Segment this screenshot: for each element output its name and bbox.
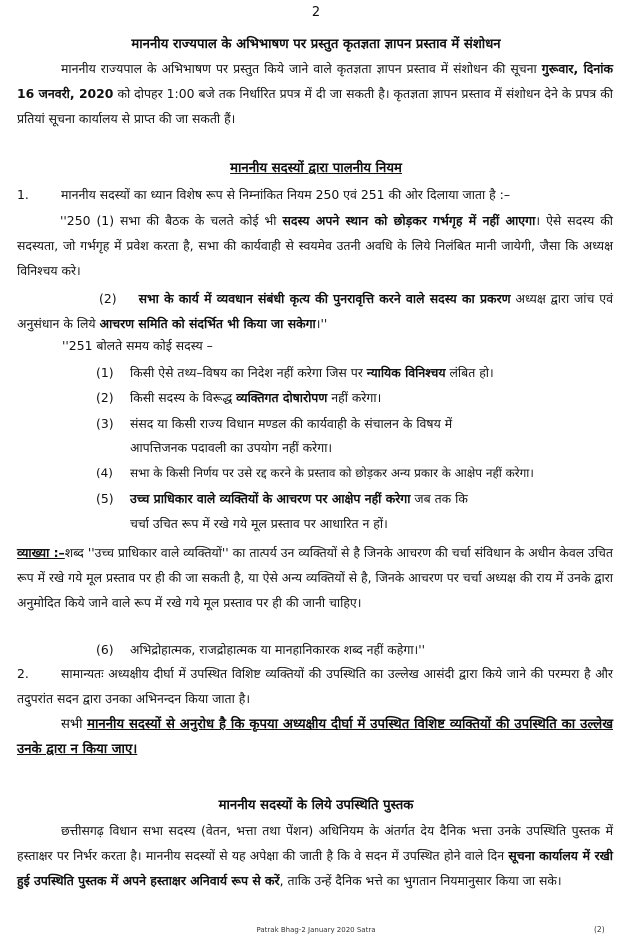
rule-250-1: ''250 (1) सभा की बैठक के चलते कोई भी सदस्य अपने स्थान को छोड़कर गर्भगृह में नहीं आएगा। ऐसे सदस्य की सदस्यता, जो गर्भगृह में प्रवेश करता है, सभा की कार्यवाही से स्वयमेव उतनी अवधि के लिये निलंबित मानी जायेगी, जैसा कि अध्यक्ष विनिश्चय करे। xyxy=(17,213,613,278)
section-title-amendment: माननीय राज्यपाल के अभिभाषण पर प्रस्तुत कृतज्ञता ज्ञापन प्रस्ताव में संशोधन xyxy=(131,37,501,52)
footer-text: Patrak Bhag-2 January 2020 Satra xyxy=(256,926,376,934)
request-paragraph: सभी माननीय सदस्यों से अनुरोध है कि कृपया अध्यक्षीय दीर्घा में उपस्थित विशिष्ट व्यक्तियों की उपस्थिति का उल्लेख उनके द्वारा न किया जाए। xyxy=(17,717,613,757)
amendment-paragraph: माननीय राज्यपाल के अभिभाषण पर प्रस्तुत किये जाने वाले कृतज्ञता ज्ञापन प्रस्ताव में संशोधन की सूचना गुरूवार, दिनांक 16 जनवरी, 2020 को दोपहर 1:00 बजे तक निर्धारित प्रपत्र में दी जा सकती है। कृतज्ञता ज्ञापन प्रस्ताव में संशोधन देने के प्रपत्र की प्रतियां सूचना कार्यालय से प्राप्त की जा सकती हैं। xyxy=(17,61,613,126)
list-item: (2) किसी सदस्य के विरूद्ध व्यक्तिगत दोषारोपण नहीं करेगा। xyxy=(96,390,382,405)
footer-page-number: (2) xyxy=(594,925,605,934)
list-item: (1) किसी ऐसे तथ्य–विषय का निदेश नहीं करेगा जिस पर न्यायिक विनिश्चय लंबित हो। xyxy=(96,365,494,380)
section-title-rules: माननीय सदस्यों द्वारा पालनीय नियम xyxy=(230,161,402,176)
rule-251-intro: ''251 बोलते समय कोई सदस्य – xyxy=(62,338,213,353)
list-item: (6) अभिद्रोहात्मक, राजद्रोहात्मक या मानहानिकारक शब्द नहीं कहेगा।'' xyxy=(96,642,426,657)
explanation-label: व्याख्या :– xyxy=(17,545,65,560)
section-title-attendance: माननीय सदस्यों के लिये उपस्थिति पुस्तक xyxy=(218,798,414,813)
explanation-paragraph: व्याख्या :–शब्द ''उच्च प्राधिकार वाले व्यक्तियों'' का तात्पर्य उन व्यक्तियों से है जिनके आचरण की चर्चा संविधान के अधीन केवल उचित रूप में रखे गये मूल प्रस्ताव पर ही की जा सकती है, या ऐसे अन्य व्यक्तियों से है, जिनके आचरण पर चर्चा अध्यक्ष की राय में उनके द्वारा अनुमोदित किये जाने वाले रूप में रखे गये मूल प्रस्ताव पर ही की जानी चाहिए। xyxy=(17,545,613,610)
rule-item-1 xyxy=(17,185,511,205)
list-item-continuation: चर्चा उचित रूप में रखे गये मूल प्रस्ताव पर आधारित न हों। xyxy=(130,516,388,531)
list-item: (4) सभा के किसी निर्णय पर उसे रद्द करने के प्रस्ताव को छोड़कर अन्य प्रकार के आक्षेप नहीं करेगा। xyxy=(96,466,534,480)
list-item: (5) उच्च प्राधिकार वाले व्यक्तियों के आचरण पर आक्षेप नहीं करेगा जब तक कि xyxy=(96,491,468,506)
rule-250-2: (2) सभा के कार्य में व्यवधान संबंधी कृत्य की पुनरावृत्ति करने वाले सदस्य का प्रकरण अध्यक्ष द्वारा जांच एवं अनुसंधान के लिये आचरण समिति को संदर्भित भी किया जा सकेगा।'' xyxy=(17,291,614,331)
list-item-continuation: आपत्तिजनक पदावली का उपयोग नहीं करेगा। xyxy=(130,440,333,455)
list-item: (3) संसद या किसी राज्य विधान मण्डल की कार्यवाही के संचालन के विषय में xyxy=(96,416,453,431)
page-number: 2 xyxy=(311,5,321,20)
rule-item-2: 2. सामान्यतः अध्यक्षीय दीर्घा में उपस्थित विशिष्ट व्यक्तियों की उपस्थिति का उल्लेख आसंदी द्वारा किये जाने की परम्परा है और तदुपरांत सदन द्वारा उनका अभिनन्दन किया जाता है। xyxy=(17,666,613,706)
item-number: 1. xyxy=(17,187,29,202)
item-text: माननीय सदस्यों का ध्यान विशेष रूप से निम्नांकित नियम 250 एवं 251 की ओर दिलाया जाता है :– xyxy=(61,187,511,202)
attendance-paragraph: छत्तीसगढ़ विधान सभा सदस्य (वेतन, भत्ता तथा पेंशन) अधिनियम के अंतर्गत देय दैनिक भत्ता उनके उपस्थिति पुस्तक में हस्ताक्षर पर निर्भर करता है। माननीय सदस्यों से यह अपेक्षा की जाती है कि वे सदन में उपस्थित होने वाले दिन सूचना कार्यालय में रखी हुई उपस्थिति पुस्तक में अपने हस्ताक्षर अनिवार्य रूप से करें, ताकि उन्हें दैनिक भत्ते का भुगतान नियमानुसार किया जा सके। xyxy=(17,823,613,888)
